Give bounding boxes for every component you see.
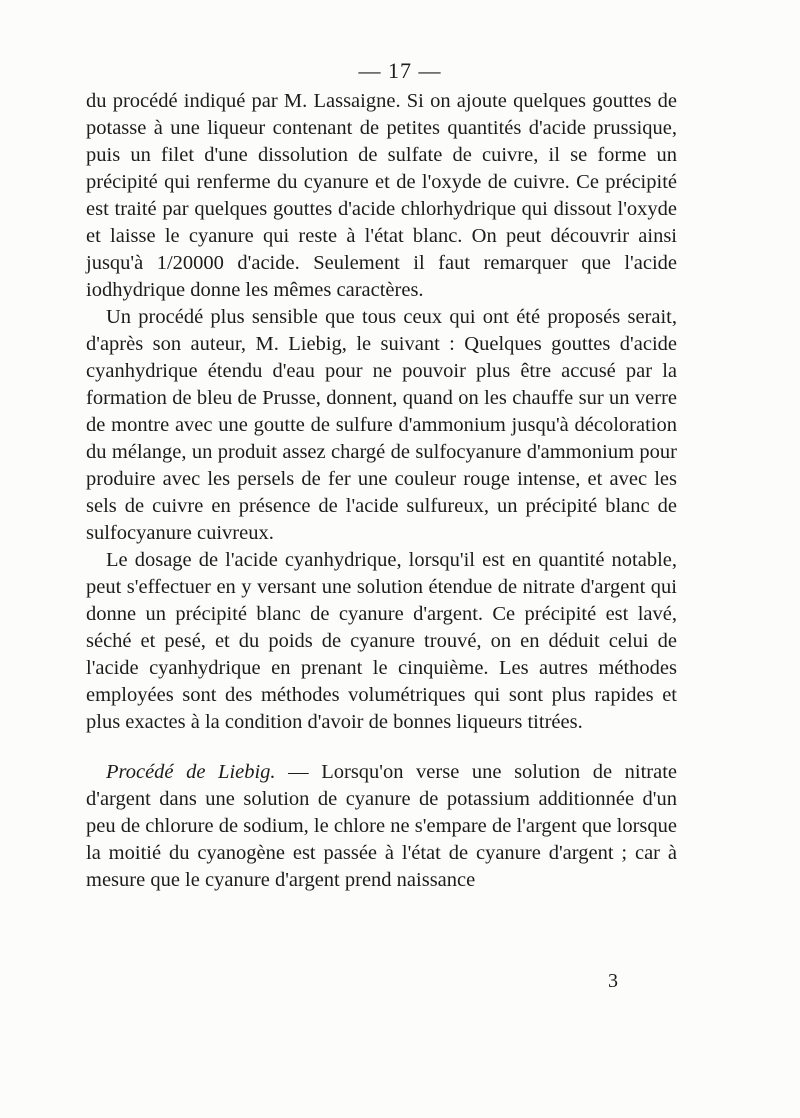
signature-mark: 3	[608, 970, 618, 992]
section-title: Procédé de Liebig.	[106, 761, 276, 783]
paragraph-lassaigne-continuation: du procédé indiqué par M. Lassaigne. Si on ajoute quelques gouttes de potasse à une liqueur contenant de petites quantités d'acide prussique, puis un filet d'une dissolution de sulfate de cuivre, il se forme un précipité qui renferme du cyanure et de l'oxyde de cuivre. Ce précipité est traité par quelques gouttes d'acide chlorhydrique qui dissout l'oxyde et laisse le cyanure qui reste à l'état blanc. On peut découvrir ainsi jusqu'à 1/20000 d'acide. Seulement il faut remarquer que l'acide iodhydrique donne les mêmes caractères.	[86, 90, 677, 301]
paragraph-dosage: Le dosage de l'acide cyanhydrique, lorsqu'il est en quantité notable, peut s'effectuer en y versant une solution étendue de nitrate d'argent qui donne un précipité blanc de cyanure d'argent. Ce précipité est lavé, séché et pesé, et du poids de cyanure trouvé, on en déduit celui de l'acide cyanhydrique en prenant le cinquième. Les autres méthodes employées sont des méthodes volumétriques qui sont plus rapides et plus exactes à la condition d'avoir de bonnes liqueurs titrées.	[86, 549, 677, 733]
page-number: — 17 —	[358, 58, 442, 83]
body-text	[86, 88, 677, 894]
paragraph-liebig-sensitive-method: Un procédé plus sensible que tous ceux qui ont été proposés serait, d'après son auteur, M. Liebig, le suivant : Quelques gouttes d'acide cyanhydrique étendu d'eau pour ne pouvoir plus être accusé par la formation de bleu de Prusse, donnent, quand on les chauffe sur un verre de montre avec une goutte de sulfure d'ammonium jusqu'à décoloration du mélange, un produit assez chargé de sulfocyanure d'ammonium pour produire avec les persels de fer une couleur rouge intense, et avec les sels de cuivre en présence de l'acide sulfureux, un précipité blanc de sulfocyanure cuivreux.	[86, 306, 677, 544]
paragraph-procede-liebig	[86, 759, 677, 894]
section-body-text: — Lorsqu'on verse une solution de nitrate d'argent dans une solution de cyanure de potassium additionnée d'un peu de chlorure de sodium, le chlore ne s'empare de l'argent que lorsque la moitié du cyanogène est passée à l'état de cyanure d'argent ; car à mesure que le cyanure d'argent prend naissance	[86, 761, 677, 891]
